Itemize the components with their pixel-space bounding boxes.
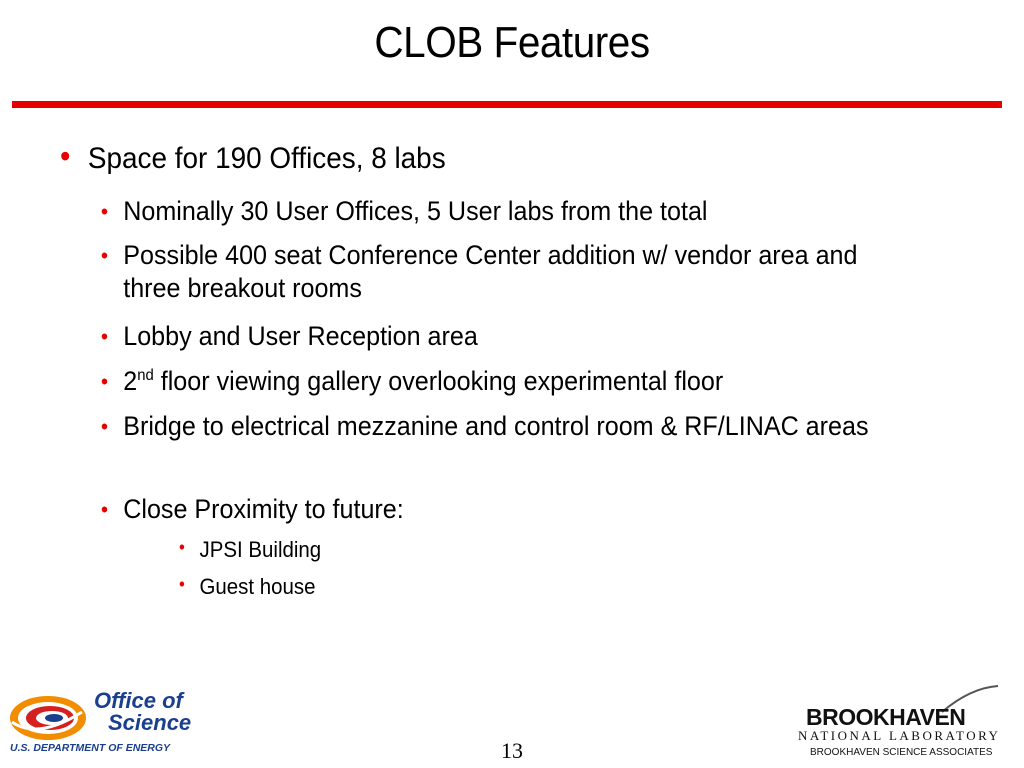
sub-bullet-rest: floor viewing gallery overlooking experimental floor [153,366,724,396]
slide-content [4,0,956,680]
bullet-dot: • [179,537,185,557]
doe-subtitle: U.S. DEPARTMENT OF ENERGY [10,742,171,754]
slide-title: CLOB Features [374,18,650,67]
page-number: 13 [501,738,523,763]
nested-bullet-text: JPSI Building [199,537,322,562]
doe-swirl-icon [8,692,92,744]
nested-bullet-text: Guest house [199,574,316,599]
ordinal-suffix: nd [137,367,154,384]
bnl-lab-text: NATIONAL LABORATORY [798,728,1001,743]
bullet-dot: • [60,138,71,174]
bullet-dot: • [100,243,109,268]
sub-bullet-text: Possible 400 seat Conference Center addition w/ vendor area and three breakout rooms [123,240,858,303]
sub-bullet-text: Nominally 30 User Offices, 5 User labs from the total [123,196,708,226]
bullet-dot: • [100,369,109,394]
bnl-name: BROOKHAVEN [806,704,966,730]
sub-bullet-text: Lobby and User Reception area [123,321,478,351]
ordinal-number: 2 [123,366,138,396]
bnl-associates: BROOKHAVEN SCIENCE ASSOCIATES [810,747,993,758]
sub-bullet-text [123,365,914,398]
doe-logo-text [94,690,191,734]
sub-bullet-text: Close Proximity to future: [123,494,404,524]
bullet-dot: • [100,497,109,522]
bullet-dot: • [179,574,185,594]
doe-line-2: Science [108,710,192,735]
brookhaven-logo [790,690,1015,760]
sub-bullet-text: Bridge to electrical mezzanine and control room & RF/LINAC areas [123,411,869,441]
bullet-dot: • [100,414,109,439]
doe-line-1: Office of [94,688,183,713]
bullet-dot: • [100,199,109,224]
bullet-dot: • [100,324,109,349]
main-bullet-text: Space for 190 Offices, 8 labs [87,142,446,175]
